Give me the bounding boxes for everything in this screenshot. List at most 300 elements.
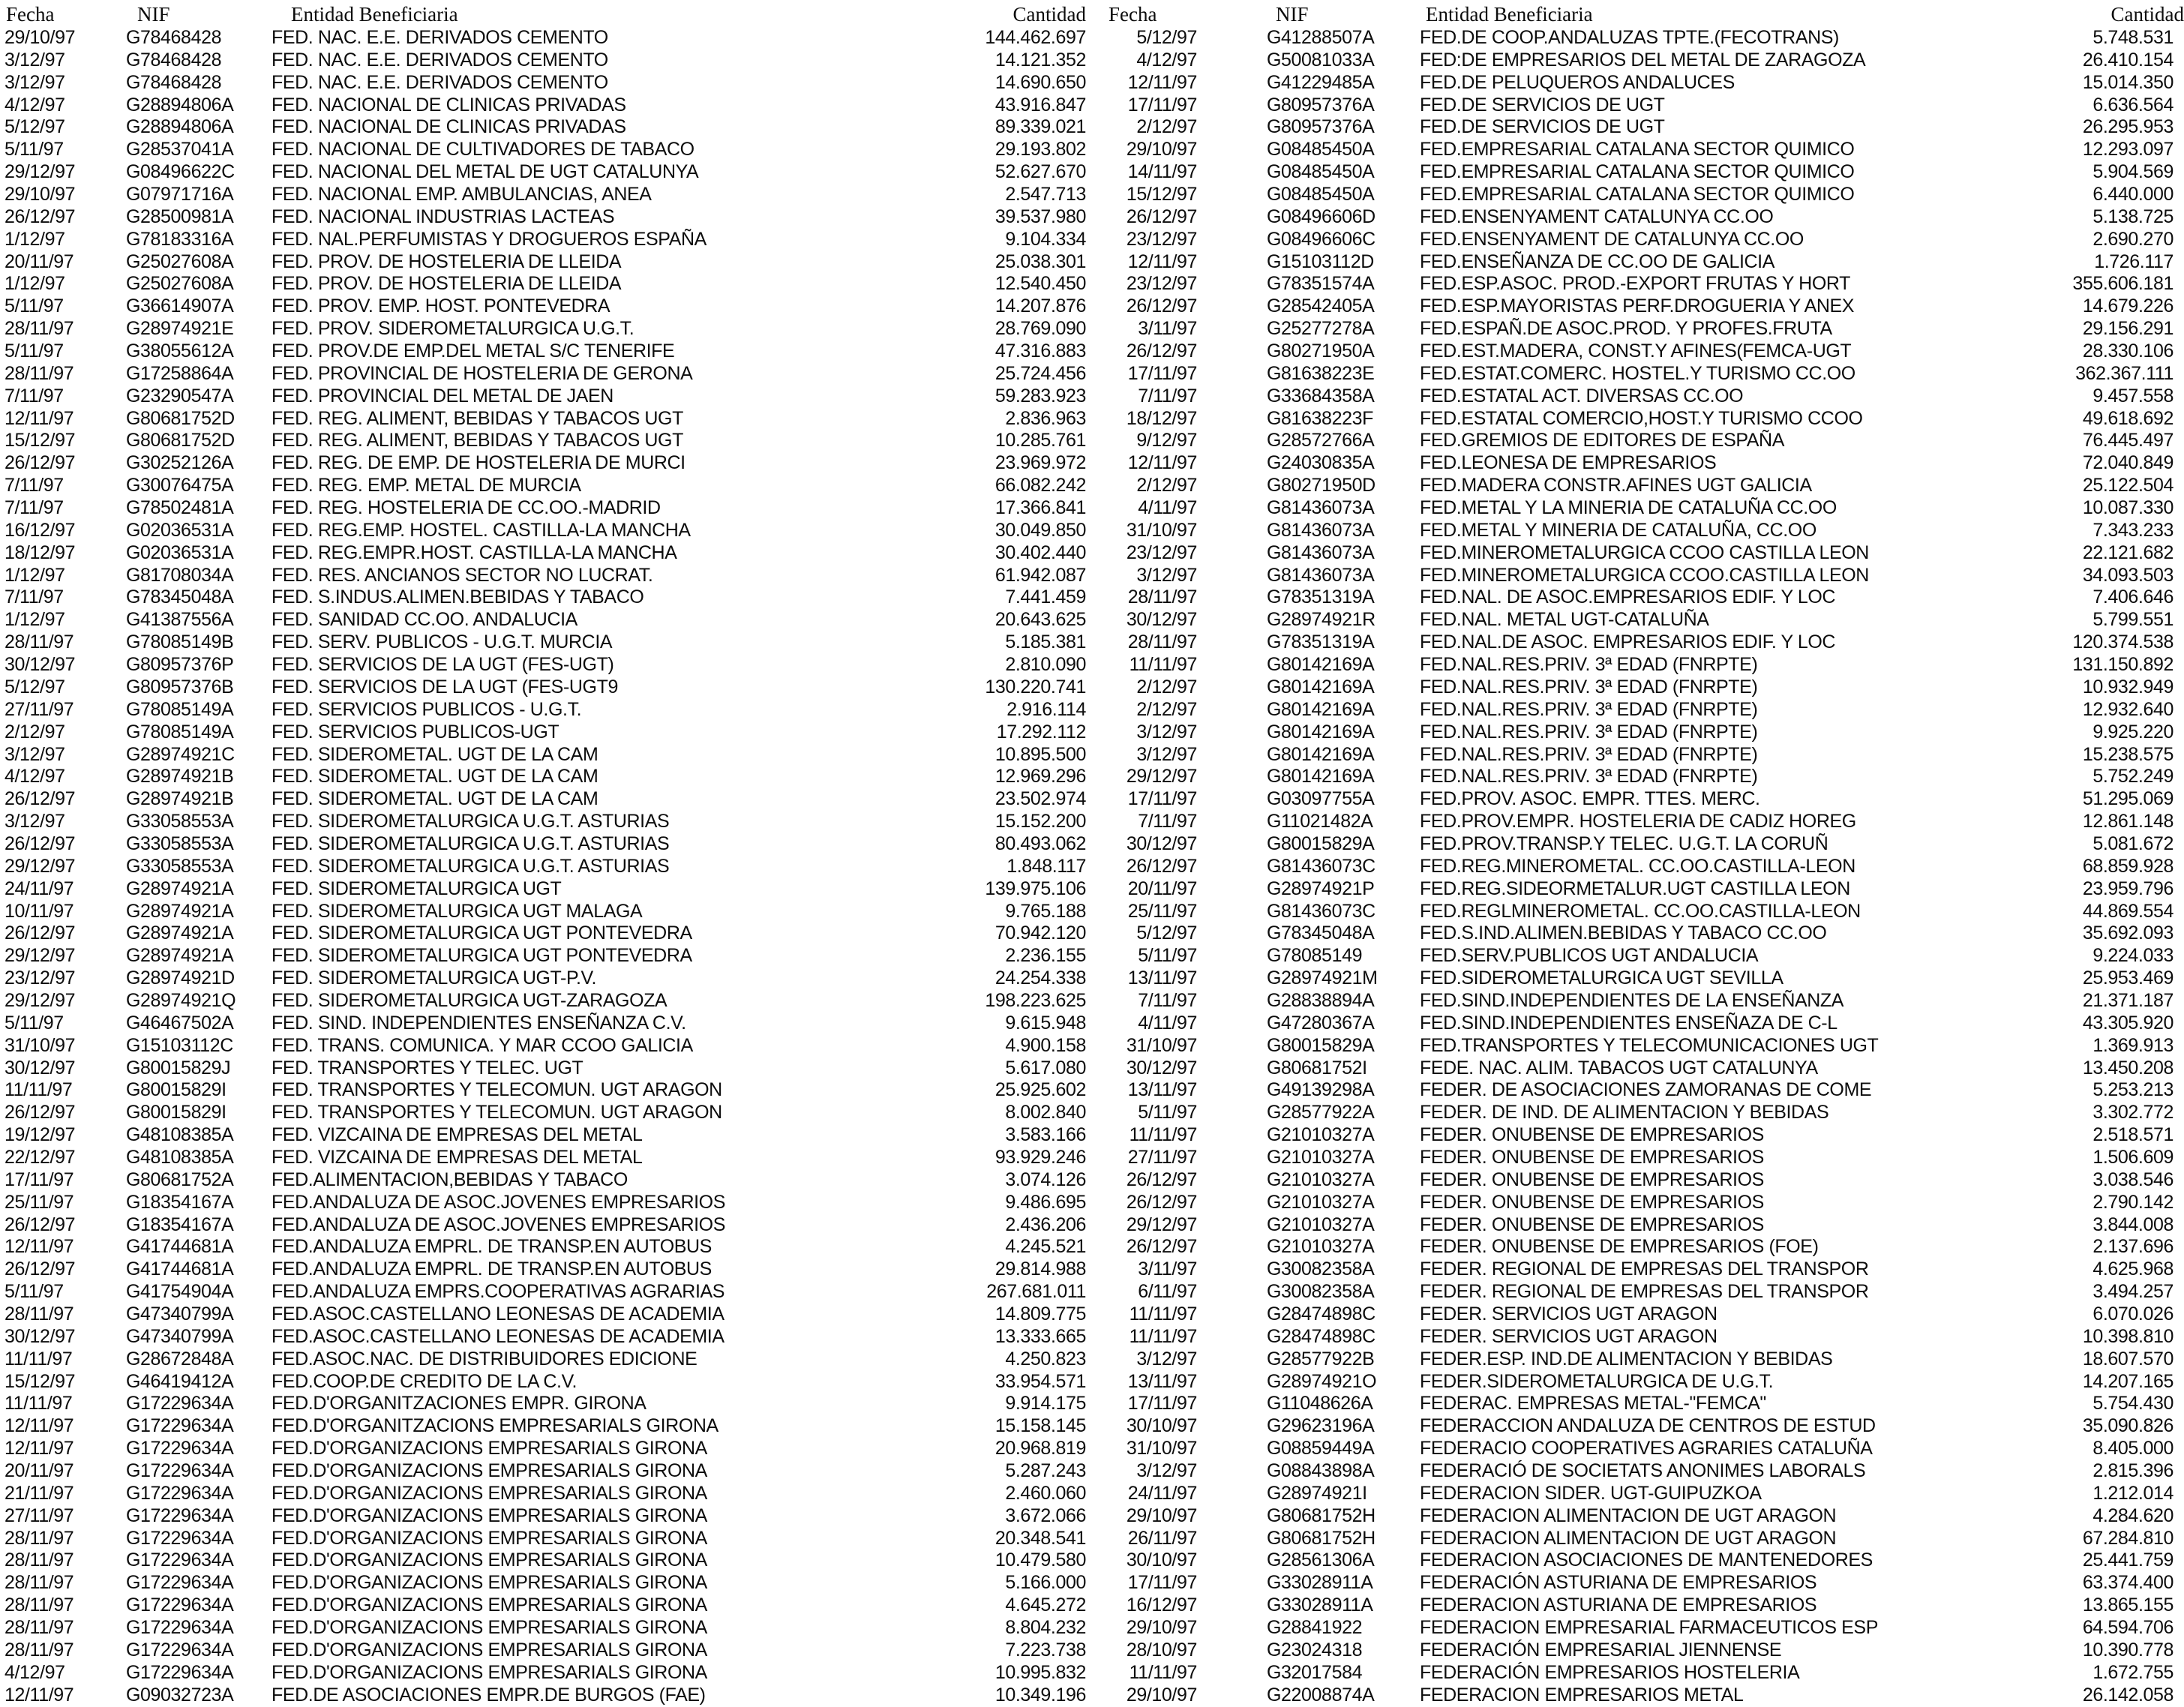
nif-cell: G28474898C xyxy=(1267,1303,1376,1324)
table-row xyxy=(4,1124,1088,1147)
nif-cell: G80271950D xyxy=(1267,475,1376,496)
fecha-cell: 29/12/97 xyxy=(4,161,76,183)
nif-cell: G21010327A xyxy=(1267,1146,1375,1168)
table-row xyxy=(4,408,1088,430)
entidad-cell: FED. NACIONAL DEL METAL DE UGT CATALUNYA xyxy=(272,161,699,183)
cantidad-cell: 4.250.823 xyxy=(1005,1348,1086,1370)
table-row xyxy=(4,1035,1088,1058)
fecha-cell: 26/12/97 xyxy=(4,1258,76,1280)
entidad-cell: FEDERACION ASTURIANA DE EMPRESARIOS xyxy=(1420,1594,1817,1616)
nif-cell: G80015829J xyxy=(126,1057,231,1078)
entidad-cell: FEDER.SIDEROMETALURGICA DE U.G.T. xyxy=(1420,1370,1774,1392)
table-row xyxy=(1102,1371,2184,1394)
table-row xyxy=(4,901,1088,923)
fecha-cell: 30/12/97 xyxy=(1126,609,1197,631)
entidad-cell: FED.D'ORGANITZACIONS EMPRESARIALS GIRONA xyxy=(272,1415,718,1437)
entidad-cell: FED. REG. EMP. METAL DE MURCIA xyxy=(272,475,581,496)
entidad-cell: FED.NAL.RES.PRIV. 3ª EDAD (FNRPTE) xyxy=(1420,766,1758,788)
entidad-cell: FEDER. REGIONAL DE EMPRESAS DEL TRANSPOR xyxy=(1420,1258,1869,1280)
entidad-cell: FED.ESTATAL ACT. DIVERSAS CC.OO xyxy=(1420,385,1744,406)
fecha-cell: 17/11/97 xyxy=(1127,788,1197,810)
table-row xyxy=(4,27,1088,50)
fecha-cell: 1/12/97 xyxy=(4,273,65,295)
nif-cell: G78085149 xyxy=(1267,945,1363,967)
table-row xyxy=(1102,1528,2184,1550)
table-row xyxy=(4,94,1088,117)
nif-cell: G81708034A xyxy=(126,564,234,586)
table-row xyxy=(1102,475,2184,497)
nif-cell: G28974921A xyxy=(126,922,234,944)
nif-cell: G21010327A xyxy=(1267,1124,1375,1146)
table-row xyxy=(4,1528,1088,1550)
nif-cell: G28572766A xyxy=(1267,430,1375,452)
nif-cell: G25027608A xyxy=(126,250,234,272)
cantidad-cell: 9.925.220 xyxy=(2092,721,2174,742)
entidad-cell: FED. NACIONAL DE CULTIVADORES DE TABACO xyxy=(272,139,694,160)
fecha-cell: 29/10/97 xyxy=(1126,1684,1197,1706)
entidad-cell: FED. SIDEROMETALURGICA UGT PONTEVEDRA xyxy=(272,922,692,944)
entidad-cell: FED. REG.EMPR.HOST. CASTILLA-LA MANCHA xyxy=(272,542,677,563)
table-row xyxy=(1102,1617,2184,1640)
fecha-cell: 27/11/97 xyxy=(4,698,74,720)
table-row xyxy=(1102,1572,2184,1594)
nif-cell: G50081033A xyxy=(1267,49,1375,70)
entidad-cell: FED.D'ORGANIZACIONS EMPRESARIALS GIRONA xyxy=(272,1482,707,1504)
cantidad-cell: 10.285.761 xyxy=(994,430,1086,452)
fecha-cell: 31/10/97 xyxy=(1126,1438,1197,1460)
nif-cell: G28974921A xyxy=(126,900,234,922)
table-row xyxy=(1102,1058,2184,1080)
header-cantidad: Cantidad xyxy=(1012,3,1086,26)
fecha-cell: 1/12/97 xyxy=(4,564,65,586)
table-row xyxy=(4,1236,1088,1258)
fecha-cell: 16/12/97 xyxy=(1126,1594,1197,1616)
entidad-cell: FED. NACIONAL EMP. AMBULANCIAS, ANEA xyxy=(272,184,652,206)
cantidad-cell: 130.220.741 xyxy=(985,676,1086,698)
nif-cell: G33058553A xyxy=(126,832,234,854)
table-row xyxy=(1102,251,2184,274)
cantidad-cell: 24.254.338 xyxy=(994,968,1086,989)
table-row xyxy=(1102,1214,2184,1237)
table-row xyxy=(1102,1236,2184,1258)
fecha-cell: 11/11/97 xyxy=(4,1348,73,1370)
fecha-cell: 30/12/97 xyxy=(4,1057,76,1078)
entidad-cell: FED. SERVICIOS PUBLICOS-UGT xyxy=(272,721,560,742)
fecha-cell: 7/11/97 xyxy=(1138,811,1197,832)
table-row xyxy=(4,430,1088,452)
nif-cell: G17229634A xyxy=(126,1617,234,1639)
entidad-cell: FEDERACIÓ DE SOCIETATS ANONIMES LABORALS xyxy=(1420,1460,1866,1481)
table-row xyxy=(4,318,1088,340)
table-row xyxy=(4,1348,1088,1371)
entidad-cell: FED.SERV.PUBLICOS UGT ANDALUCIA xyxy=(1420,945,1759,967)
fecha-cell: 23/12/97 xyxy=(4,968,76,989)
cantidad-cell: 14.809.775 xyxy=(994,1303,1086,1324)
cantidad-cell: 9.486.695 xyxy=(1005,1191,1086,1213)
table-row xyxy=(1102,1550,2184,1572)
table-row xyxy=(4,452,1088,475)
entidad-cell: FED. SIDEROMETALURGICA UGT MALAGA xyxy=(272,900,643,922)
fecha-cell: 4/12/97 xyxy=(4,94,65,116)
entidad-cell: FEDERACION SIDER. UGT-GUIPUZKOA xyxy=(1420,1482,1762,1504)
fecha-cell: 7/11/97 xyxy=(1138,989,1197,1011)
nif-cell: G17229634A xyxy=(126,1393,234,1414)
table-row xyxy=(1102,744,2184,766)
table-row xyxy=(4,1371,1088,1394)
entidad-cell: FED.D'ORGANIZACIONS EMPRESARIALS GIRONA xyxy=(272,1460,707,1481)
cantidad-cell: 139.975.106 xyxy=(985,878,1086,899)
fecha-cell: 17/11/97 xyxy=(1127,94,1197,116)
cantidad-cell: 15.152.200 xyxy=(994,811,1086,832)
fecha-cell: 26/12/97 xyxy=(4,206,76,227)
entidad-cell: FED.SIND.INDEPENDIENTES ENSEÑAZA DE C-L xyxy=(1420,1012,1838,1034)
table-row xyxy=(1102,1079,2184,1102)
cantidad-cell: 4.284.620 xyxy=(2092,1504,2174,1526)
table-row xyxy=(4,520,1088,542)
fecha-cell: 3/11/97 xyxy=(1138,1258,1197,1280)
fecha-cell: 11/11/97 xyxy=(1129,1325,1197,1347)
cantidad-cell: 30.402.440 xyxy=(994,542,1086,563)
cantidad-cell: 93.929.246 xyxy=(994,1146,1086,1168)
right-table xyxy=(1102,0,2184,1707)
table-row xyxy=(4,1438,1088,1460)
cantidad-cell: 22.121.682 xyxy=(2082,542,2174,563)
fecha-cell: 23/12/97 xyxy=(1126,542,1197,563)
cantidad-cell: 120.374.538 xyxy=(2072,632,2174,653)
cantidad-cell: 10.895.500 xyxy=(994,743,1086,765)
entidad-cell: FED.ANDALUZA EMPRL. DE TRANSP.EN AUTOBUS xyxy=(272,1258,712,1280)
table-row xyxy=(1102,27,2184,50)
entidad-cell: FEDE. NAC. ALIM. TABACOS UGT CATALUNYA xyxy=(1420,1057,1818,1078)
cantidad-cell: 15.014.350 xyxy=(2082,71,2174,93)
cantidad-cell: 131.150.892 xyxy=(2072,654,2174,676)
entidad-cell: FED. SANIDAD CC.OO. ANDALUCIA xyxy=(272,609,578,631)
table-row xyxy=(1102,229,2184,251)
table-row xyxy=(1102,1326,2184,1348)
cantidad-cell: 29.193.802 xyxy=(994,139,1086,160)
entidad-cell: FED.DE SERVICIOS DE UGT xyxy=(1420,116,1665,138)
fecha-cell: 12/11/97 xyxy=(4,1684,74,1706)
nif-cell: G08485450A xyxy=(1267,161,1375,183)
entidad-cell: FED.PROV.TRANSP.Y TELEC. U.G.T. LA CORUÑ xyxy=(1420,832,1828,854)
table-row xyxy=(4,1058,1088,1080)
table-row xyxy=(1102,1393,2184,1415)
entidad-cell: FED. TRANSPORTES Y TELEC. UGT xyxy=(272,1057,584,1078)
entidad-cell: FED. SIDEROMETAL. UGT DE LA CAM xyxy=(272,766,598,788)
table-row xyxy=(1102,1640,2184,1662)
fecha-cell: 15/12/97 xyxy=(4,430,76,452)
table-row xyxy=(1102,452,2184,475)
fecha-cell: 29/12/97 xyxy=(4,945,76,967)
entidad-cell: FEDER. ONUBENSE DE EMPRESARIOS xyxy=(1420,1191,1764,1213)
cantidad-cell: 12.293.097 xyxy=(2082,139,2174,160)
table-row xyxy=(4,699,1088,722)
nif-cell: G28974921R xyxy=(1267,609,1376,631)
entidad-cell: FEDERAC. EMPRESAS METAL-"FEMCA" xyxy=(1420,1393,1766,1414)
nif-cell: G28838894A xyxy=(1267,989,1375,1011)
entidad-cell: FEDERACIO COOPERATIVES AGRARIES CATALUÑA xyxy=(1420,1438,1873,1460)
nif-cell: G22008874A xyxy=(1267,1684,1375,1706)
nif-cell: G78345048A xyxy=(1267,922,1375,944)
table-row xyxy=(1102,1012,2184,1035)
fecha-cell: 26/12/97 xyxy=(4,922,76,944)
entidad-cell: FED. PROV. EMP. HOST. PONTEVEDRA xyxy=(272,296,610,317)
entidad-cell: FED.D'ORGANIZACIONS EMPRESARIALS GIRONA xyxy=(272,1504,707,1526)
cantidad-cell: 49.618.692 xyxy=(2082,407,2174,429)
nif-cell: G80142169A xyxy=(1267,721,1375,742)
entidad-cell: FED.ENSENYAMENT CATALUNYA CC.OO xyxy=(1420,206,1774,227)
fecha-cell: 24/11/97 xyxy=(1127,1482,1197,1504)
fecha-cell: 17/11/97 xyxy=(1127,1572,1197,1594)
entidad-cell: FEDERACIÓN EMPRESARIOS HOSTELERIA xyxy=(1420,1661,1800,1683)
cantidad-cell: 2.236.155 xyxy=(1005,945,1086,967)
fecha-cell: 22/12/97 xyxy=(4,1146,76,1168)
table-row xyxy=(1102,520,2184,542)
cantidad-cell: 44.869.554 xyxy=(2082,900,2174,922)
nif-cell: G33058553A xyxy=(126,855,234,877)
entidad-cell: FED.ESPAÑ.DE ASOC.PROD. Y PROFES.FRUTA xyxy=(1420,318,1832,340)
entidad-cell: FED.NAL. METAL UGT-CATALUÑA xyxy=(1420,609,1709,631)
nif-cell: G80681752D xyxy=(126,430,235,452)
nif-cell: G80957376B xyxy=(126,676,234,698)
fecha-cell: 30/10/97 xyxy=(1126,1415,1197,1437)
entidad-cell: FED.EMPRESARIAL CATALANA SECTOR QUIMICO xyxy=(1420,184,1855,206)
entidad-cell: FED. NACIONAL DE CLINICAS PRIVADAS xyxy=(272,116,626,138)
cantidad-cell: 1.726.117 xyxy=(2094,250,2174,272)
cantidad-cell: 10.390.778 xyxy=(2082,1639,2174,1660)
entidad-cell: FED.DE SERVICIOS DE UGT xyxy=(1420,94,1665,116)
table-header xyxy=(1102,3,2184,26)
entidad-cell: FED.DE ASOCIACIONES EMPR.DE BURGOS (FAE) xyxy=(272,1684,706,1706)
table-row xyxy=(4,1258,1088,1281)
entidad-cell: FEDER. DE ASOCIACIONES ZAMORANAS DE COME xyxy=(1420,1079,1872,1101)
cantidad-cell: 267.681.011 xyxy=(986,1281,1086,1303)
fecha-cell: 17/11/97 xyxy=(4,1168,74,1190)
fecha-cell: 3/12/97 xyxy=(1136,1348,1197,1370)
table-row xyxy=(4,1594,1088,1617)
table-row xyxy=(1102,1281,2184,1304)
table-row xyxy=(4,766,1088,788)
fecha-cell: 2/12/97 xyxy=(1136,698,1197,720)
fecha-cell: 18/12/97 xyxy=(4,542,76,563)
cantidad-cell: 5.185.381 xyxy=(1005,632,1086,653)
nif-cell: G30076475A xyxy=(126,475,234,496)
fecha-cell: 9/12/97 xyxy=(1136,430,1197,452)
table-row xyxy=(1102,586,2184,609)
entidad-cell: FED.PROV. ASOC. EMPR. TTES. MERC. xyxy=(1420,788,1760,810)
entidad-cell: FED.D'ORGANIZACIONS EMPRESARIALS GIRONA xyxy=(272,1661,707,1683)
entidad-cell: FED.REGLMINEROMETAL. CC.OO.CASTILLA-LEON xyxy=(1420,900,1861,922)
fecha-cell: 28/11/97 xyxy=(4,1550,74,1571)
nif-cell: G21010327A xyxy=(1267,1168,1375,1190)
cantidad-cell: 25.441.759 xyxy=(2082,1550,2174,1571)
table-row xyxy=(4,1550,1088,1572)
cantidad-cell: 25.724.456 xyxy=(994,362,1086,384)
entidad-cell: FED.NAL.RES.PRIV. 3ª EDAD (FNRPTE) xyxy=(1420,654,1758,676)
table-row xyxy=(1102,922,2184,945)
cantidad-cell: 1.672.755 xyxy=(2092,1661,2174,1683)
table-row xyxy=(1102,497,2184,520)
cantidad-cell: 68.859.928 xyxy=(2082,855,2174,877)
nif-cell: G17229634A xyxy=(126,1482,234,1504)
entidad-cell: FED.ENSEÑANZA DE CC.OO DE GALICIA xyxy=(1420,250,1775,272)
entidad-cell: FED. PROV. DE HOSTELERIA DE LLEIDA xyxy=(272,273,622,295)
entidad-cell: FED. VIZCAINA DE EMPRESAS DEL METAL xyxy=(272,1146,643,1168)
fecha-cell: 26/12/97 xyxy=(1126,296,1197,317)
cantidad-cell: 9.914.175 xyxy=(1005,1393,1086,1414)
fecha-cell: 7/11/97 xyxy=(4,475,64,496)
nif-cell: G49139298A xyxy=(1267,1079,1375,1101)
nif-cell: G17229634A xyxy=(126,1415,234,1437)
table-row xyxy=(4,1684,1088,1707)
entidad-cell: FED. PROVINCIAL DE HOSTELERIA DE GERONA xyxy=(272,362,693,384)
cantidad-cell: 39.537.980 xyxy=(994,206,1086,227)
table-row xyxy=(1102,1147,2184,1169)
nif-cell: G21010327A xyxy=(1267,1236,1375,1258)
nif-cell: G17229634A xyxy=(126,1438,234,1460)
cantidad-cell: 61.942.087 xyxy=(994,564,1086,586)
table-row xyxy=(1102,945,2184,968)
fecha-cell: 2/12/97 xyxy=(4,721,65,742)
cantidad-cell: 1.506.609 xyxy=(2092,1146,2174,1168)
cantidad-cell: 47.316.883 xyxy=(994,340,1086,362)
table-row xyxy=(4,609,1088,632)
table-row xyxy=(4,542,1088,565)
entidad-cell: FED. S.INDUS.ALIMEN.BEBIDAS Y TABACO xyxy=(272,586,644,608)
nif-cell: G80015829I xyxy=(126,1079,226,1101)
fecha-cell: 26/12/97 xyxy=(1126,206,1197,227)
header-entidad: Entidad Beneficiaria xyxy=(291,3,458,26)
nif-cell: G80015829A xyxy=(1267,832,1375,854)
table-row xyxy=(1102,1505,2184,1528)
entidad-cell: FED.D'ORGANIZACIONS EMPRESARIALS GIRONA xyxy=(272,1527,707,1549)
cantidad-cell: 18.607.570 xyxy=(2082,1348,2174,1370)
entidad-cell: FEDERACION EMPRESARIAL FARMACEUTICOS ESP xyxy=(1420,1617,1878,1639)
cantidad-cell: 21.371.187 xyxy=(2082,989,2174,1011)
entidad-cell: FED.ESTAT.COMERC. HOSTEL.Y TURISMO CC.OO xyxy=(1420,362,1856,384)
header-fecha: Fecha xyxy=(6,3,55,26)
table-row xyxy=(1102,184,2184,206)
table-row xyxy=(1102,878,2184,901)
cantidad-cell: 9.765.188 xyxy=(1005,900,1086,922)
fecha-cell: 5/11/97 xyxy=(4,139,64,160)
table-row xyxy=(1102,676,2184,699)
cantidad-cell: 5.253.213 xyxy=(2092,1079,2174,1101)
nif-cell: G23024318 xyxy=(1267,1639,1363,1660)
table-row xyxy=(4,922,1088,945)
cantidad-cell: 198.223.625 xyxy=(985,989,1086,1011)
table-row xyxy=(4,788,1088,811)
fecha-cell: 4/12/97 xyxy=(4,1661,65,1683)
entidad-cell: FEDER. REGIONAL DE EMPRESAS DEL TRANSPOR xyxy=(1420,1281,1869,1303)
fecha-cell: 30/12/97 xyxy=(4,654,76,676)
nif-cell: G80142169A xyxy=(1267,676,1375,698)
cantidad-cell: 8.405.000 xyxy=(2092,1438,2174,1460)
cantidad-cell: 29.814.988 xyxy=(994,1258,1086,1280)
fecha-cell: 29/10/97 xyxy=(1126,1504,1197,1526)
table-row xyxy=(1102,1662,2184,1684)
cantidad-cell: 4.645.272 xyxy=(1005,1594,1086,1616)
table-row xyxy=(1102,609,2184,632)
fecha-cell: 4/12/97 xyxy=(1136,49,1197,70)
nif-cell: G23290547A xyxy=(126,385,234,406)
entidad-cell: FEDERACION ALIMENTACION DE UGT ARAGON xyxy=(1420,1527,1837,1549)
nif-cell: G09032723A xyxy=(126,1684,234,1706)
table-row xyxy=(4,1281,1088,1304)
nif-cell: G28841922 xyxy=(1267,1617,1363,1639)
fecha-cell: 3/12/97 xyxy=(1136,721,1197,742)
nif-cell: G18354167A xyxy=(126,1191,234,1213)
table-row xyxy=(1102,116,2184,139)
fecha-cell: 29/12/97 xyxy=(1126,766,1197,788)
cantidad-cell: 15.158.145 xyxy=(994,1415,1086,1437)
cantidad-cell: 2.518.571 xyxy=(2092,1124,2174,1146)
fecha-cell: 2/12/97 xyxy=(1136,676,1197,698)
cantidad-cell: 9.615.948 xyxy=(1005,1012,1086,1034)
cantidad-cell: 355.606.181 xyxy=(2072,273,2174,295)
nif-cell: G80681752H xyxy=(1267,1504,1376,1526)
fecha-cell: 13/11/97 xyxy=(1127,968,1197,989)
cantidad-cell: 25.953.469 xyxy=(2082,968,2174,989)
fecha-cell: 4/11/97 xyxy=(1138,1012,1197,1034)
fecha-cell: 7/11/97 xyxy=(4,385,64,406)
nif-cell: G28894806A xyxy=(126,94,234,116)
table-row xyxy=(1102,722,2184,744)
entidad-cell: FED.ALIMENTACION,BEBIDAS Y TABACO xyxy=(272,1168,628,1190)
nif-cell: G02036531A xyxy=(126,542,234,563)
cantidad-cell: 51.295.069 xyxy=(2082,788,2174,810)
cantidad-cell: 10.349.196 xyxy=(994,1684,1086,1706)
table-row xyxy=(4,1147,1088,1169)
nif-cell: G33058553A xyxy=(126,811,234,832)
nif-cell: G41387556A xyxy=(126,609,234,631)
entidad-cell: FED. SIDEROMETALURGICA UGT PONTEVEDRA xyxy=(272,945,692,967)
fecha-cell: 28/11/97 xyxy=(4,362,74,384)
nif-cell: G80681752D xyxy=(126,407,235,429)
entidad-cell: FEDER.ESP. IND.DE ALIMENTACION Y BEBIDAS xyxy=(1420,1348,1833,1370)
entidad-cell: FED.NAL.RES.PRIV. 3ª EDAD (FNRPTE) xyxy=(1420,721,1758,742)
fecha-cell: 11/11/97 xyxy=(1129,1303,1197,1324)
fecha-cell: 29/10/97 xyxy=(1126,139,1197,160)
fecha-cell: 7/11/97 xyxy=(4,497,64,519)
fecha-cell: 26/11/97 xyxy=(1127,1527,1197,1549)
entidad-cell: FED. REG. DE EMP. DE HOSTELERIA DE MURCI xyxy=(272,452,686,474)
nif-cell: G78468428 xyxy=(126,27,222,48)
table-row xyxy=(1102,1594,2184,1617)
entidad-cell: FED.MADERA CONSTR.AFINES UGT GALICIA xyxy=(1420,475,1812,496)
cantidad-cell: 10.932.949 xyxy=(2082,676,2174,698)
cantidad-cell: 4.245.521 xyxy=(1005,1236,1086,1258)
nif-cell: G28974921A xyxy=(126,878,234,899)
fecha-cell: 31/10/97 xyxy=(1126,1034,1197,1056)
table-row xyxy=(4,968,1088,990)
cantidad-cell: 4.900.158 xyxy=(1005,1034,1086,1056)
fecha-cell: 11/11/97 xyxy=(4,1393,73,1414)
fecha-cell: 25/11/97 xyxy=(4,1191,74,1213)
nif-cell: G33028911A xyxy=(1267,1594,1373,1616)
table-row xyxy=(4,1662,1088,1684)
entidad-cell: FED.METAL Y LA MINERIA DE CATALUÑA CC.OO xyxy=(1420,497,1837,519)
cantidad-cell: 64.594.706 xyxy=(2082,1617,2174,1639)
fecha-cell: 5/12/97 xyxy=(1136,922,1197,944)
nif-cell: G30082358A xyxy=(1267,1258,1375,1280)
entidad-cell: FED.D'ORGANIZACIONS EMPRESARIALS GIRONA xyxy=(272,1572,707,1594)
table-row xyxy=(4,1214,1088,1237)
table-row xyxy=(4,990,1088,1012)
cantidad-cell: 20.348.541 xyxy=(994,1527,1086,1549)
fecha-cell: 7/11/97 xyxy=(1138,385,1197,406)
nif-cell: G33684358A xyxy=(1267,385,1375,406)
